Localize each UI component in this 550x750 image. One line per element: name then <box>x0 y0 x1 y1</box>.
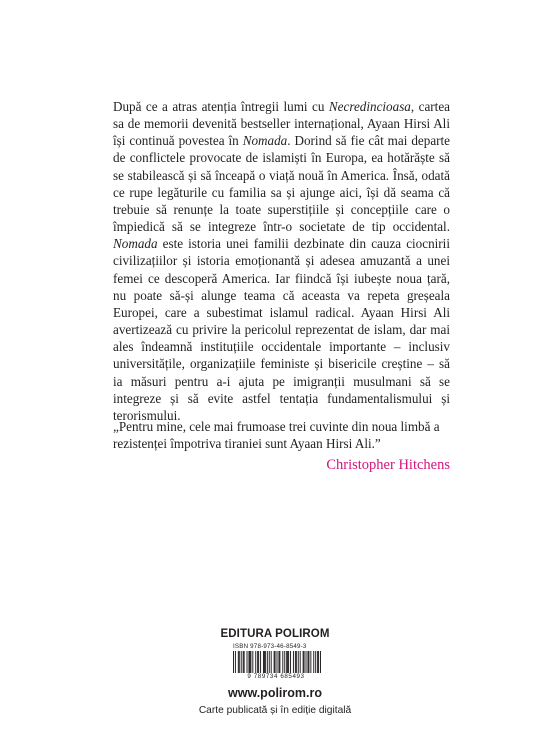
quote-author: Christopher Hitchens <box>326 457 450 473</box>
isbn-barcode-block <box>227 641 325 680</box>
book-title-nomada-2: Nomada <box>113 236 158 252</box>
back-cover-blurb <box>113 98 450 424</box>
book-title-necredincioasa: Necredincioasa <box>328 99 411 114</box>
blurb-text-4: este istoria unei familii dezbinate din cauza ciocnirii civilizațiilor și istoria emoționantă și adesea amuzantă a unei femei ce descoperă America. Iar fiindcă își iubește noua țară, nu poate să-și alunge teama că aceasta va repeta greșeala Europei, care a subestimat islamul radical. Ayaan Hirsi Ali avertizează cu privire la pericolul reprezentat de islam, dar mai ales îndeamnă instituțiile occidentale importante – inclusiv universitățile, organizațiile feministe și bisericile creștine – să ia măsuri pentru a-i ajuta pe imigranții musulmani să se integreze și să evite astfel tentația fundamentalismului și terorismului. <box>113 236 450 423</box>
endorsement-quote: „Pentru mine, cele mai frumoase trei cuvinte din noua limbă a rezistenței împotriva tiraniei sunt Ayaan Hirsi Ali.” <box>113 419 440 452</box>
digital-edition-note: Carte publicată și în ediție digitală <box>198 705 352 716</box>
barcode-digits: 9 789734 685493 <box>247 673 305 680</box>
publisher-website: www.polirom.ro <box>228 686 322 700</box>
book-title-nomada: Nomada <box>242 133 288 149</box>
publisher-name: EDITURA POLIROM <box>220 628 330 640</box>
barcode <box>233 651 321 673</box>
blurb-text-2: , cartea sa de memorii devenită bestseller internațional, Ayaan Hirsi Ali își continuă povestea în <box>113 99 450 149</box>
blurb-text-1: După ce a atras atenția întregii lumi cu <box>113 99 329 114</box>
isbn-number: ISBN 978-973-46-8549-3 <box>233 643 307 650</box>
blurb-text-3: . Dorind să fie cât mai departe de conflictele provocate de islamiști în Europa, ea hotărăște să se stabilească și să înceapă o viață nouă în America. Însă, odată ce rupe legăturile cu familia sa și ajunge aici, își dă seama că trebuie să renunțe la toate superstițiile și concepțiile care o împiedică să se integreze într-o societate de tip occidental. <box>113 133 451 235</box>
